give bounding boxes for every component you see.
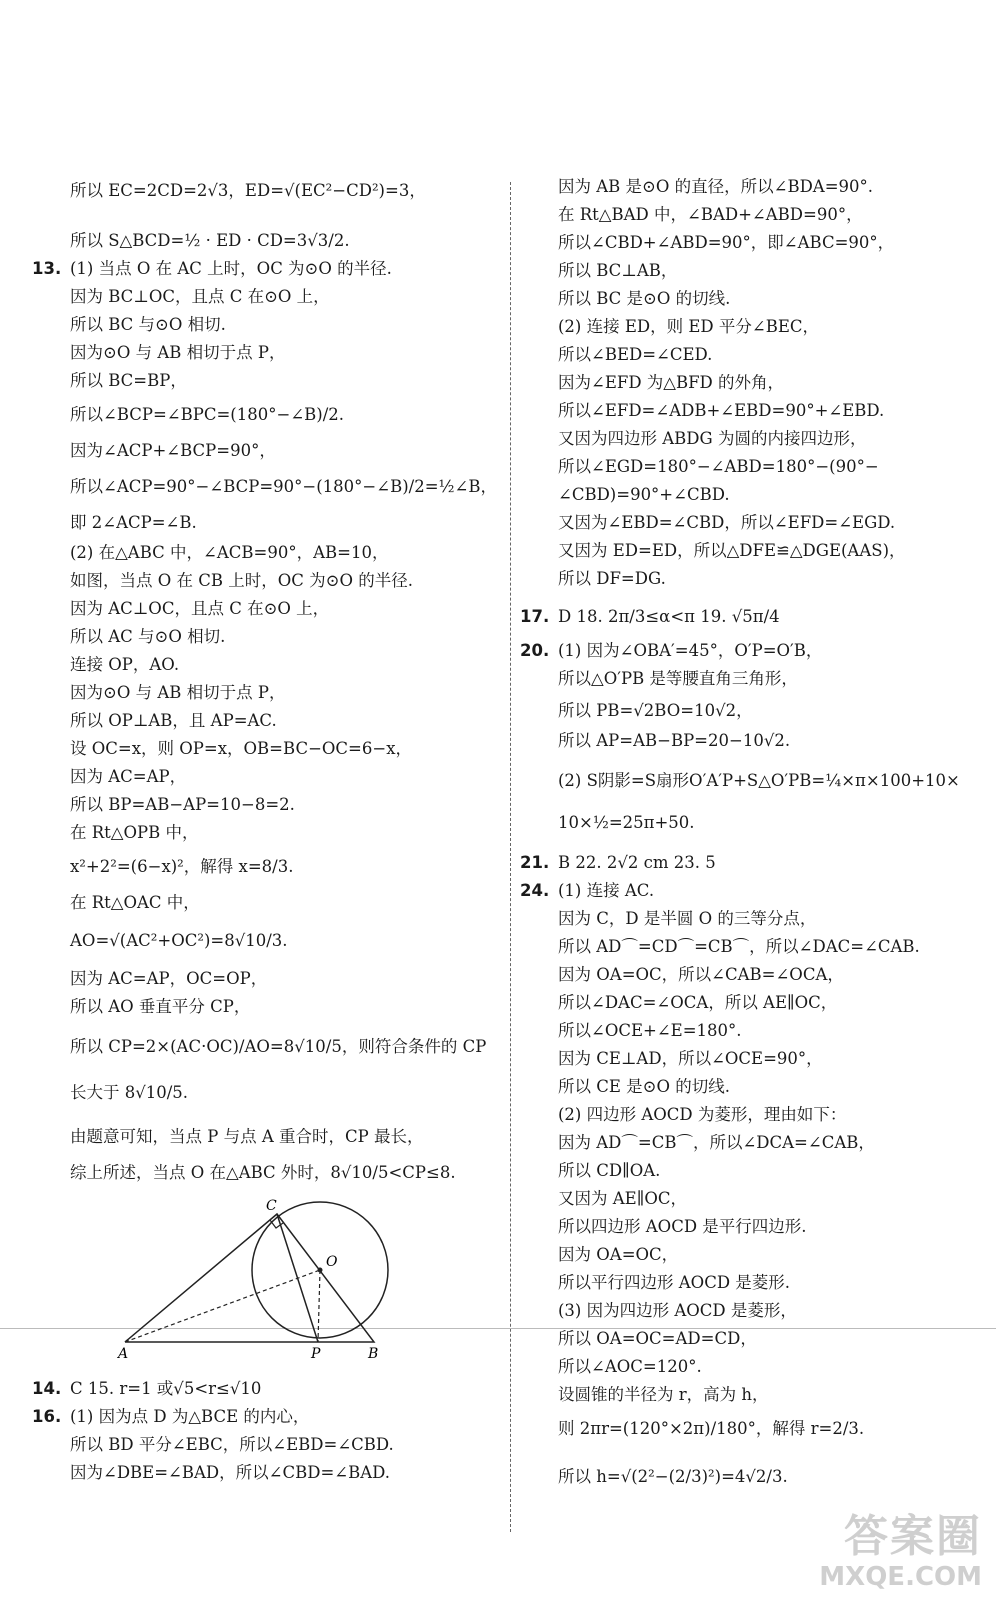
text-line: 所以∠CBD+∠ABD=90°，即∠ABC=90°， [558,233,895,252]
text-line: 因为⊙O 与 AB 相切于点 P， [70,683,286,702]
label-o: O [326,1254,338,1270]
text-line: 又因为四边形 ABDG 为圆的内接四边形， [558,429,867,448]
text-line: 所以 AP=AB−BP=20−10√2. [558,731,791,750]
text-line: ∠CBD)=90°+∠CBD. [558,485,730,504]
text-line: 所以∠EFD=∠ADB+∠EBD=90°+∠EBD. [558,401,885,420]
label-a: A [118,1346,129,1360]
text-line: 所以 DF=DG. [558,569,666,588]
text-line: 因为 AC=AP， [70,767,187,786]
text-line: 所以 CP=2×(AC·OC)/AO=8√10/5，则符合条件的 CP [70,1037,487,1056]
text-line: 所以平行四边形 AOCD 是菱形. [558,1273,791,1292]
text-line: 因为∠DBE=∠BAD，所以∠CBD=∠BAD. [70,1463,391,1482]
text-line: D 18. 2π/3≤α<π 19. √5π/4 [558,607,780,626]
text-line: 则 2πr=(120°×2π)/180°，解得 r=2/3. [558,1419,865,1438]
problem-number: 17. [520,607,550,626]
text-line: AO=√(AC²+OC²)=8√10/3. [70,931,288,950]
problem-number: 21. [520,853,550,872]
text-line: 所以 AC 与⊙O 相切. [70,627,226,646]
text-line: 所以∠BCP=∠BPC=(180°−∠B)/2. [70,405,345,424]
text-line: (2) S阴影=S扇形O′A′P+S△O′PB=¼×π×100+10× [558,771,960,790]
text-line: 所以∠OCE+∠E=180°. [558,1021,742,1040]
geometry-figure [110,1190,410,1360]
text-line: (1) 当点 O 在 AC 上时，OC 为⊙O 的半径. [70,259,392,278]
text-line: 因为 AB 是⊙O 的直径，所以∠BDA=90°. [558,177,874,196]
text-line: 在 Rt△BAD 中，∠BAD+∠ABD=90°， [558,205,863,224]
text-line: (3) 因为四边形 AOCD 是菱形， [558,1301,797,1320]
text-line: 如图，当点 O 在 CB 上时，OC 为⊙O 的半径. [70,571,413,590]
problem-number: 20. [520,641,550,660]
text-line: (2) 连接 ED，则 ED 平分∠BEC， [558,317,820,336]
text-line: (1) 因为∠OBA′=45°，O′P=O′B， [558,641,823,660]
text-line: 所以 PB=√2BO=10√2， [558,701,753,720]
text-line: (1) 因为点 D 为△BCE 的内心， [70,1407,310,1426]
text-line: 所以∠ACP=90°−∠BCP=90°−(180°−∠B)/2=½∠B， [70,477,497,496]
text-line: 所以 BP=AB−AP=10−8=2. [70,795,295,814]
text-line: (1) 连接 AC. [558,881,655,900]
text-line: 所以 AO 垂直平分 CP， [70,997,251,1016]
text-line: 所以 EC=2CD=2√3，ED=√(EC²−CD²)=3， [70,181,426,200]
text-line: 所以∠BED=∠CED. [558,345,713,364]
problem-number: 14. [32,1379,62,1398]
text-line: 设圆锥的半径为 r，高为 h， [558,1385,769,1404]
text-line: 因为 BC⊥OC，且点 C 在⊙O 上， [70,287,330,306]
text-line: 所以 BC 与⊙O 相切. [70,315,226,334]
watermark-bottom: MXQE.COM [819,1562,982,1592]
text-line: 设 OC=x，则 OP=x，OB=BC−OC=6−x， [70,739,412,758]
label-p: P [311,1346,321,1360]
text-line: 所以 AD⌒=CD⌒=CB⌒，所以∠DAC=∠CAB. [558,937,920,956]
text-line: 即 2∠ACP=∠B. [70,513,197,532]
problem-number: 13. [32,259,62,278]
text-line: 所以 h=√(2²−(2/3)²)=4√2/3. [558,1467,788,1486]
text-line: 所以 OP⊥AB，且 AP=AC. [70,711,277,730]
text-line: 又因为∠EBD=∠CBD，所以∠EFD=∠EGD. [558,513,896,532]
point-o [318,1268,323,1273]
text-line: 所以 BC=BP， [70,371,187,390]
text-line: 因为⊙O 与 AB 相切于点 P， [70,343,286,362]
text-line: 因为 OA=OC， [558,1245,679,1264]
text-line: 由题意可知，当点 P 与点 A 重合时，CP 最长， [70,1127,424,1146]
triangle-abc [125,1214,374,1342]
text-line: 因为∠ACP+∠BCP=90°， [70,441,276,460]
text-line: 所以 CD∥OA. [558,1161,661,1180]
text-line: 所以 CE 是⊙O 的切线. [558,1077,731,1096]
text-line: 因为 AC⊥OC，且点 C 在⊙O 上， [70,599,330,618]
text-line: 所以△O′PB 是等腰直角三角形， [558,669,798,688]
text-line: C 15. r=1 或√5<r≤√10 [70,1379,262,1398]
problem-number: 16. [32,1407,62,1426]
problem-number: 24. [520,881,550,900]
label-c: C [266,1198,277,1214]
text-line: 所以 BC 是⊙O 的切线. [558,289,731,308]
column-divider [510,182,511,1532]
watermark-top: 答案圈 [844,1511,982,1562]
text-line: (2) 四边形 AOCD 为菱形，理由如下： [558,1105,847,1124]
text-line: 所以∠AOC=120°. [558,1357,702,1376]
text-line: 所以 BC⊥AB， [558,261,678,280]
text-line: 在 Rt△OAC 中， [70,893,200,912]
text-line: 10×½=25π+50. [558,813,695,832]
text-line: 所以∠DAC=∠OCA，所以 AE∥OC， [558,993,838,1012]
text-line: 所以 OA=OC=AD=CD， [558,1329,757,1348]
segment-op [318,1270,320,1342]
text-line: 因为 C，D 是半圆 O 的三等分点， [558,909,817,928]
text-line: (2) 在△ABC 中，∠ACB=90°，AB=10， [70,543,389,562]
text-line: 因为 AD⌒=CB⌒，所以∠DCA=∠CAB， [558,1133,875,1152]
watermark-logo [819,1500,982,1592]
text-line: 所以 BD 平分∠EBC，所以∠EBD=∠CBD. [70,1435,394,1454]
text-line: 在 Rt△OPB 中， [70,823,199,842]
text-line: 连接 OP，AO. [70,655,180,674]
text-line: 所以 S△BCD=½ · ED · CD=3√3/2. [70,231,350,250]
text-line: 因为 OA=OC，所以∠CAB=∠OCA， [558,965,844,984]
text-line: 又因为 AE∥OC， [558,1189,687,1208]
text-line: 因为 AC=AP，OC=OP， [70,969,268,988]
text-line: 又因为 ED=ED，所以△DFE≌△DGE(AAS)， [558,541,906,560]
label-b: B [368,1346,379,1360]
text-line: x²+2²=(6−x)²，解得 x=8/3. [70,857,294,876]
text-line: 所以四边形 AOCD 是平行四边形. [558,1217,807,1236]
text-line: 综上所述，当点 O 在△ABC 外时，8√10/5<CP≤8. [70,1163,456,1182]
text-line: 因为∠EFD 为△BFD 的外角， [558,373,785,392]
text-line: 长大于 8√10/5. [70,1083,189,1102]
text-line: 因为 CE⊥AD，所以∠OCE=90°， [558,1049,823,1068]
text-line: 所以∠EGD=180°−∠ABD=180°−(90°− [558,457,879,476]
text-line: B 22. 2√2 cm 23. 5 [558,853,716,872]
